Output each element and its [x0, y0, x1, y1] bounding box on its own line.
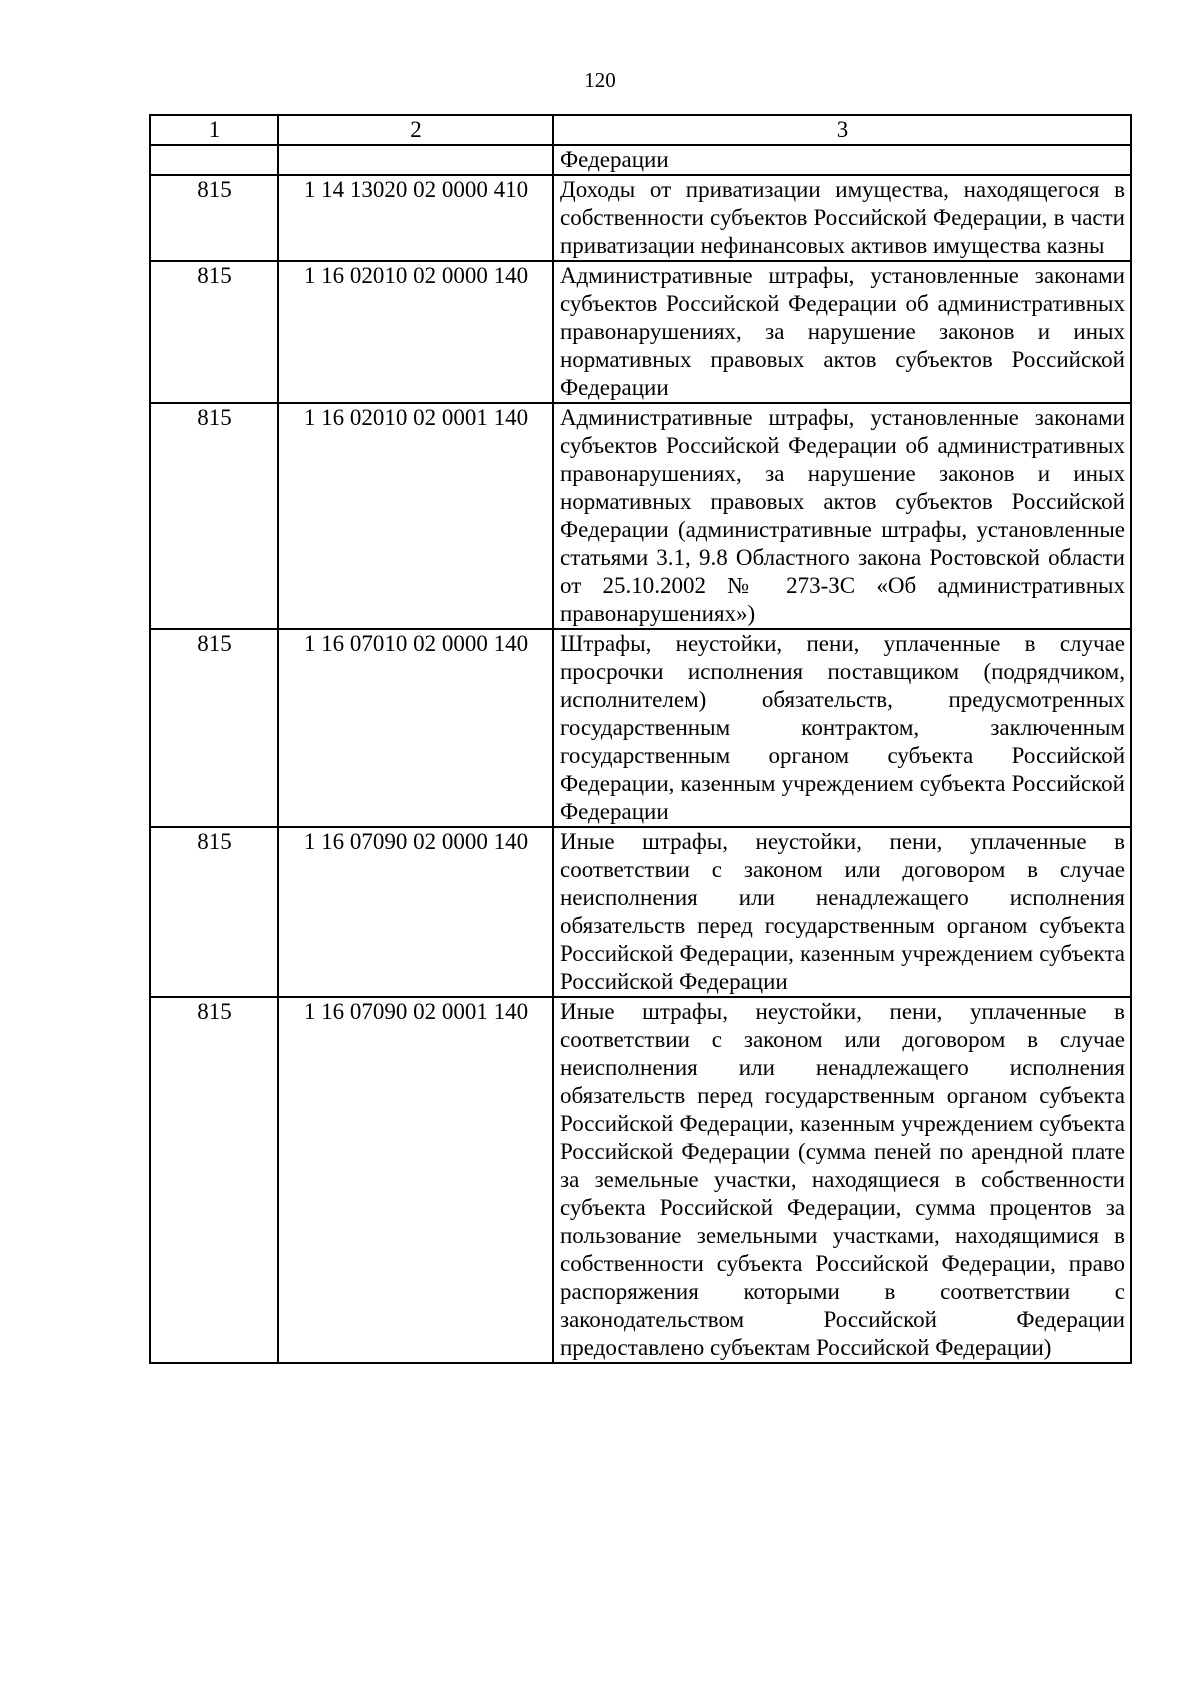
- page-number: 120: [584, 68, 616, 92]
- kbk-code-cell: 1 16 02010 02 0000 140: [278, 261, 553, 403]
- kbk-code-cell: 1 16 07010 02 0000 140: [278, 629, 553, 827]
- description-cell: Иные штрафы, неустойки, пени, уплаченные в соответствии с законом или договором в случае неисполнения или ненадлежащего исполнения обязательств перед государственным органом субъекта Российской Федерации, казенным учреждением субъекта Российской Федерации (сумма пеней по арендной плате за земельные участки, находящиеся в собственности субъекта Российской Федерации, сумма процентов за пользование земельными участками, находящимися в собственности субъекта Российской Федерации, право распоряжения которыми в соответствии с законодательством Российской Федерации предоставлено субъектам Российской Федерации): [553, 997, 1131, 1363]
- admin-code-cell: 815: [150, 403, 278, 629]
- continuation-empty-cell-2: [278, 145, 553, 175]
- table-header-row: [150, 115, 1131, 145]
- kbk-code-cell: 1 16 07090 02 0001 140: [278, 997, 553, 1363]
- description-cell: Доходы от приватизации имущества, находящегося в собственности субъектов Российской Федерации, в части приватизации нефинансовых активов имущества казны: [553, 175, 1131, 261]
- admin-code-cell: 815: [150, 827, 278, 997]
- description-cell: Административные штрафы, установленные законами субъектов Российской Федерации об административных правонарушениях, за нарушение законов и иных нормативных правовых актов субъектов Российской Федерации: [553, 261, 1131, 403]
- budget-revenue-table: [149, 114, 1132, 1364]
- description-cell: Штрафы, неустойки, пени, уплаченные в случае просрочки исполнения поставщиком (подрядчиком, исполнителем) обязательств, предусмотренных государственным контрактом, заключенным государственным органом субъекта Российской Федерации, казенным учреждением субъекта Российской Федерации: [553, 629, 1131, 827]
- description-cell: Иные штрафы, неустойки, пени, уплаченные в соответствии с законом или договором в случае неисполнения или ненадлежащего исполнения обязательств перед государственным органом субъекта Российской Федерации, казенным учреждением субъекта Российской Федерации: [553, 827, 1131, 997]
- admin-code-cell: 815: [150, 175, 278, 261]
- kbk-code-cell: 1 16 07090 02 0000 140: [278, 827, 553, 997]
- table-row: [150, 629, 1131, 827]
- admin-code-cell: 815: [150, 997, 278, 1363]
- continuation-text: Федерации: [553, 145, 1131, 175]
- table-row: [150, 403, 1131, 629]
- admin-code-cell: 815: [150, 261, 278, 403]
- admin-code-cell: 815: [150, 629, 278, 827]
- column-header-1: 1: [150, 115, 278, 145]
- column-header-2: 2: [278, 115, 553, 145]
- table-row: [150, 175, 1131, 261]
- kbk-code-cell: 1 16 02010 02 0001 140: [278, 403, 553, 629]
- table-row: [150, 827, 1131, 997]
- table-row: [150, 261, 1131, 403]
- table-row-continuation: [150, 145, 1131, 175]
- table-row: [150, 997, 1131, 1363]
- description-cell: Административные штрафы, установленные законами субъектов Российской Федерации об административных правонарушениях, за нарушение законов и иных нормативных правовых актов субъектов Российской Федерации (административные штрафы, установленные статьями 3.1, 9.8 Областного закона Ростовской области от 25.10.2002 № 273-ЗС «Об административных правонарушениях»): [553, 403, 1131, 629]
- column-header-3: 3: [553, 115, 1131, 145]
- kbk-code-cell: 1 14 13020 02 0000 410: [278, 175, 553, 261]
- continuation-empty-cell-1: [150, 145, 278, 175]
